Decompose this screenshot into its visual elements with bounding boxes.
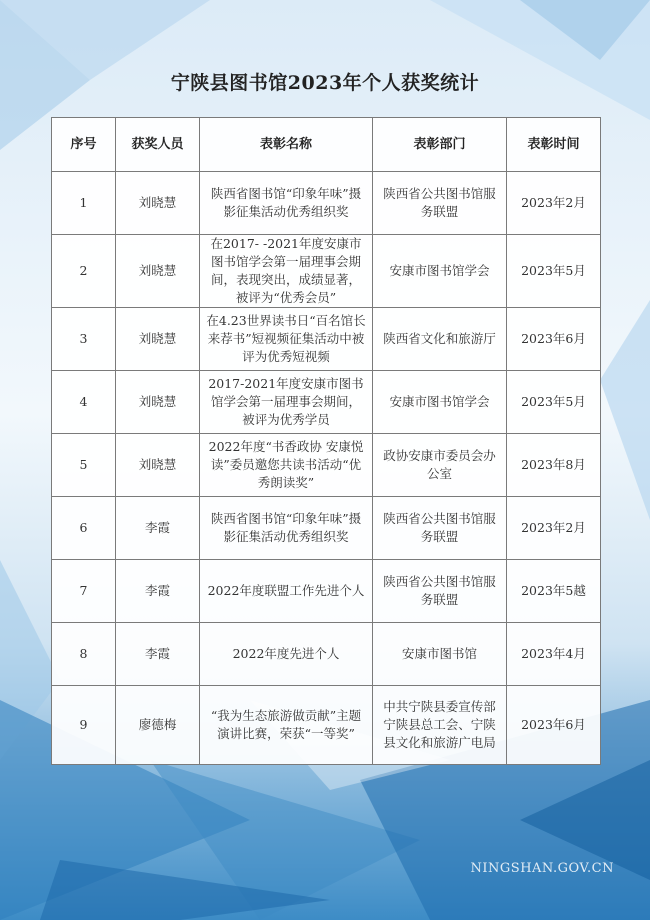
cell-index: 5 [52, 434, 116, 497]
cell-winner: 廖德梅 [116, 686, 200, 765]
cell-index: 2 [52, 235, 116, 308]
header-department: 表彰部门 [373, 118, 507, 172]
cell-winner: 刘晓慧 [116, 235, 200, 308]
cell-award-name: 2022年度“书香政协 安康悦读”委员邀您共读书活动“优秀朗读奖” [200, 434, 373, 497]
cell-winner: 刘晓慧 [116, 172, 200, 235]
cell-winner: 李霞 [116, 560, 200, 623]
cell-winner: 刘晓慧 [116, 308, 200, 371]
cell-department: 陕西省公共图书馆服务联盟 [373, 560, 507, 623]
cell-department: 中共宁陕县委宣传部宁陕县总工会、宁陕县文化和旅游广电局 [373, 686, 507, 765]
cell-date: 2023年8月 [507, 434, 601, 497]
table-row [52, 308, 601, 371]
cell-index: 6 [52, 497, 116, 560]
cell-index: 3 [52, 308, 116, 371]
cell-department: 陕西省文化和旅游厅 [373, 308, 507, 371]
cell-index: 7 [52, 560, 116, 623]
cell-department: 政协安康市委员会办公室 [373, 434, 507, 497]
cell-award-name: 陕西省图书馆“印象年味”摄影征集活动优秀组织奖 [200, 172, 373, 235]
cell-award-name: 在2017- -2021年度安康市图书馆学会第一届理事会期间，表现突出，成绩显著，被评为“优秀会员” [200, 235, 373, 308]
site-watermark: NINGSHAN.GOV.CN [470, 861, 614, 876]
cell-award-name: 陕西省图书馆“印象年味”摄影征集活动优秀组织奖 [200, 497, 373, 560]
cell-date: 2023年6月 [507, 686, 601, 765]
cell-index: 9 [52, 686, 116, 765]
cell-department: 安康市图书馆 [373, 623, 507, 686]
cell-date: 2023年5月 [507, 371, 601, 434]
page-title: 宁陕县图书馆2023年个人获奖统计 [170, 72, 480, 94]
table-row [52, 497, 601, 560]
cell-award-name: 2022年度先进个人 [200, 623, 373, 686]
cell-date: 2023年5越 [507, 560, 601, 623]
cell-department: 陕西省公共图书馆服务联盟 [373, 172, 507, 235]
cell-winner: 李霞 [116, 497, 200, 560]
cell-department: 安康市图书馆学会 [373, 371, 507, 434]
cell-award-name: 2017-2021年度安康市图书馆学会第一届理事会期间，被评为优秀学员 [200, 371, 373, 434]
header-index: 序号 [52, 118, 116, 172]
header-winner: 获奖人员 [116, 118, 200, 172]
awards-table [51, 117, 601, 765]
cell-index: 1 [52, 172, 116, 235]
table-row [52, 235, 601, 308]
table-row [52, 434, 601, 497]
header-award-name: 表彰名称 [200, 118, 373, 172]
cell-index: 8 [52, 623, 116, 686]
header-date: 表彰时间 [507, 118, 601, 172]
cell-award-name: 2022年度联盟工作先进个人 [200, 560, 373, 623]
cell-date: 2023年2月 [507, 497, 601, 560]
cell-winner: 刘晓慧 [116, 434, 200, 497]
cell-department: 陕西省公共图书馆服务联盟 [373, 497, 507, 560]
table-row [52, 686, 601, 765]
cell-award-name: “我为生态旅游做贡献”主题演讲比赛，荣获“一等奖” [200, 686, 373, 765]
cell-winner: 李霞 [116, 623, 200, 686]
cell-department: 安康市图书馆学会 [373, 235, 507, 308]
table-row [52, 371, 601, 434]
cell-index: 4 [52, 371, 116, 434]
cell-date: 2023年6月 [507, 308, 601, 371]
cell-date: 2023年4月 [507, 623, 601, 686]
table-row [52, 172, 601, 235]
cell-date: 2023年5月 [507, 235, 601, 308]
table-header-row [52, 118, 601, 172]
table-row [52, 560, 601, 623]
cell-award-name: 在4.23世界读书日“百名馆长来荐书”短视频征集活动中被评为优秀短视频 [200, 308, 373, 371]
table-row [52, 623, 601, 686]
cell-winner: 刘晓慧 [116, 371, 200, 434]
cell-date: 2023年2月 [507, 172, 601, 235]
